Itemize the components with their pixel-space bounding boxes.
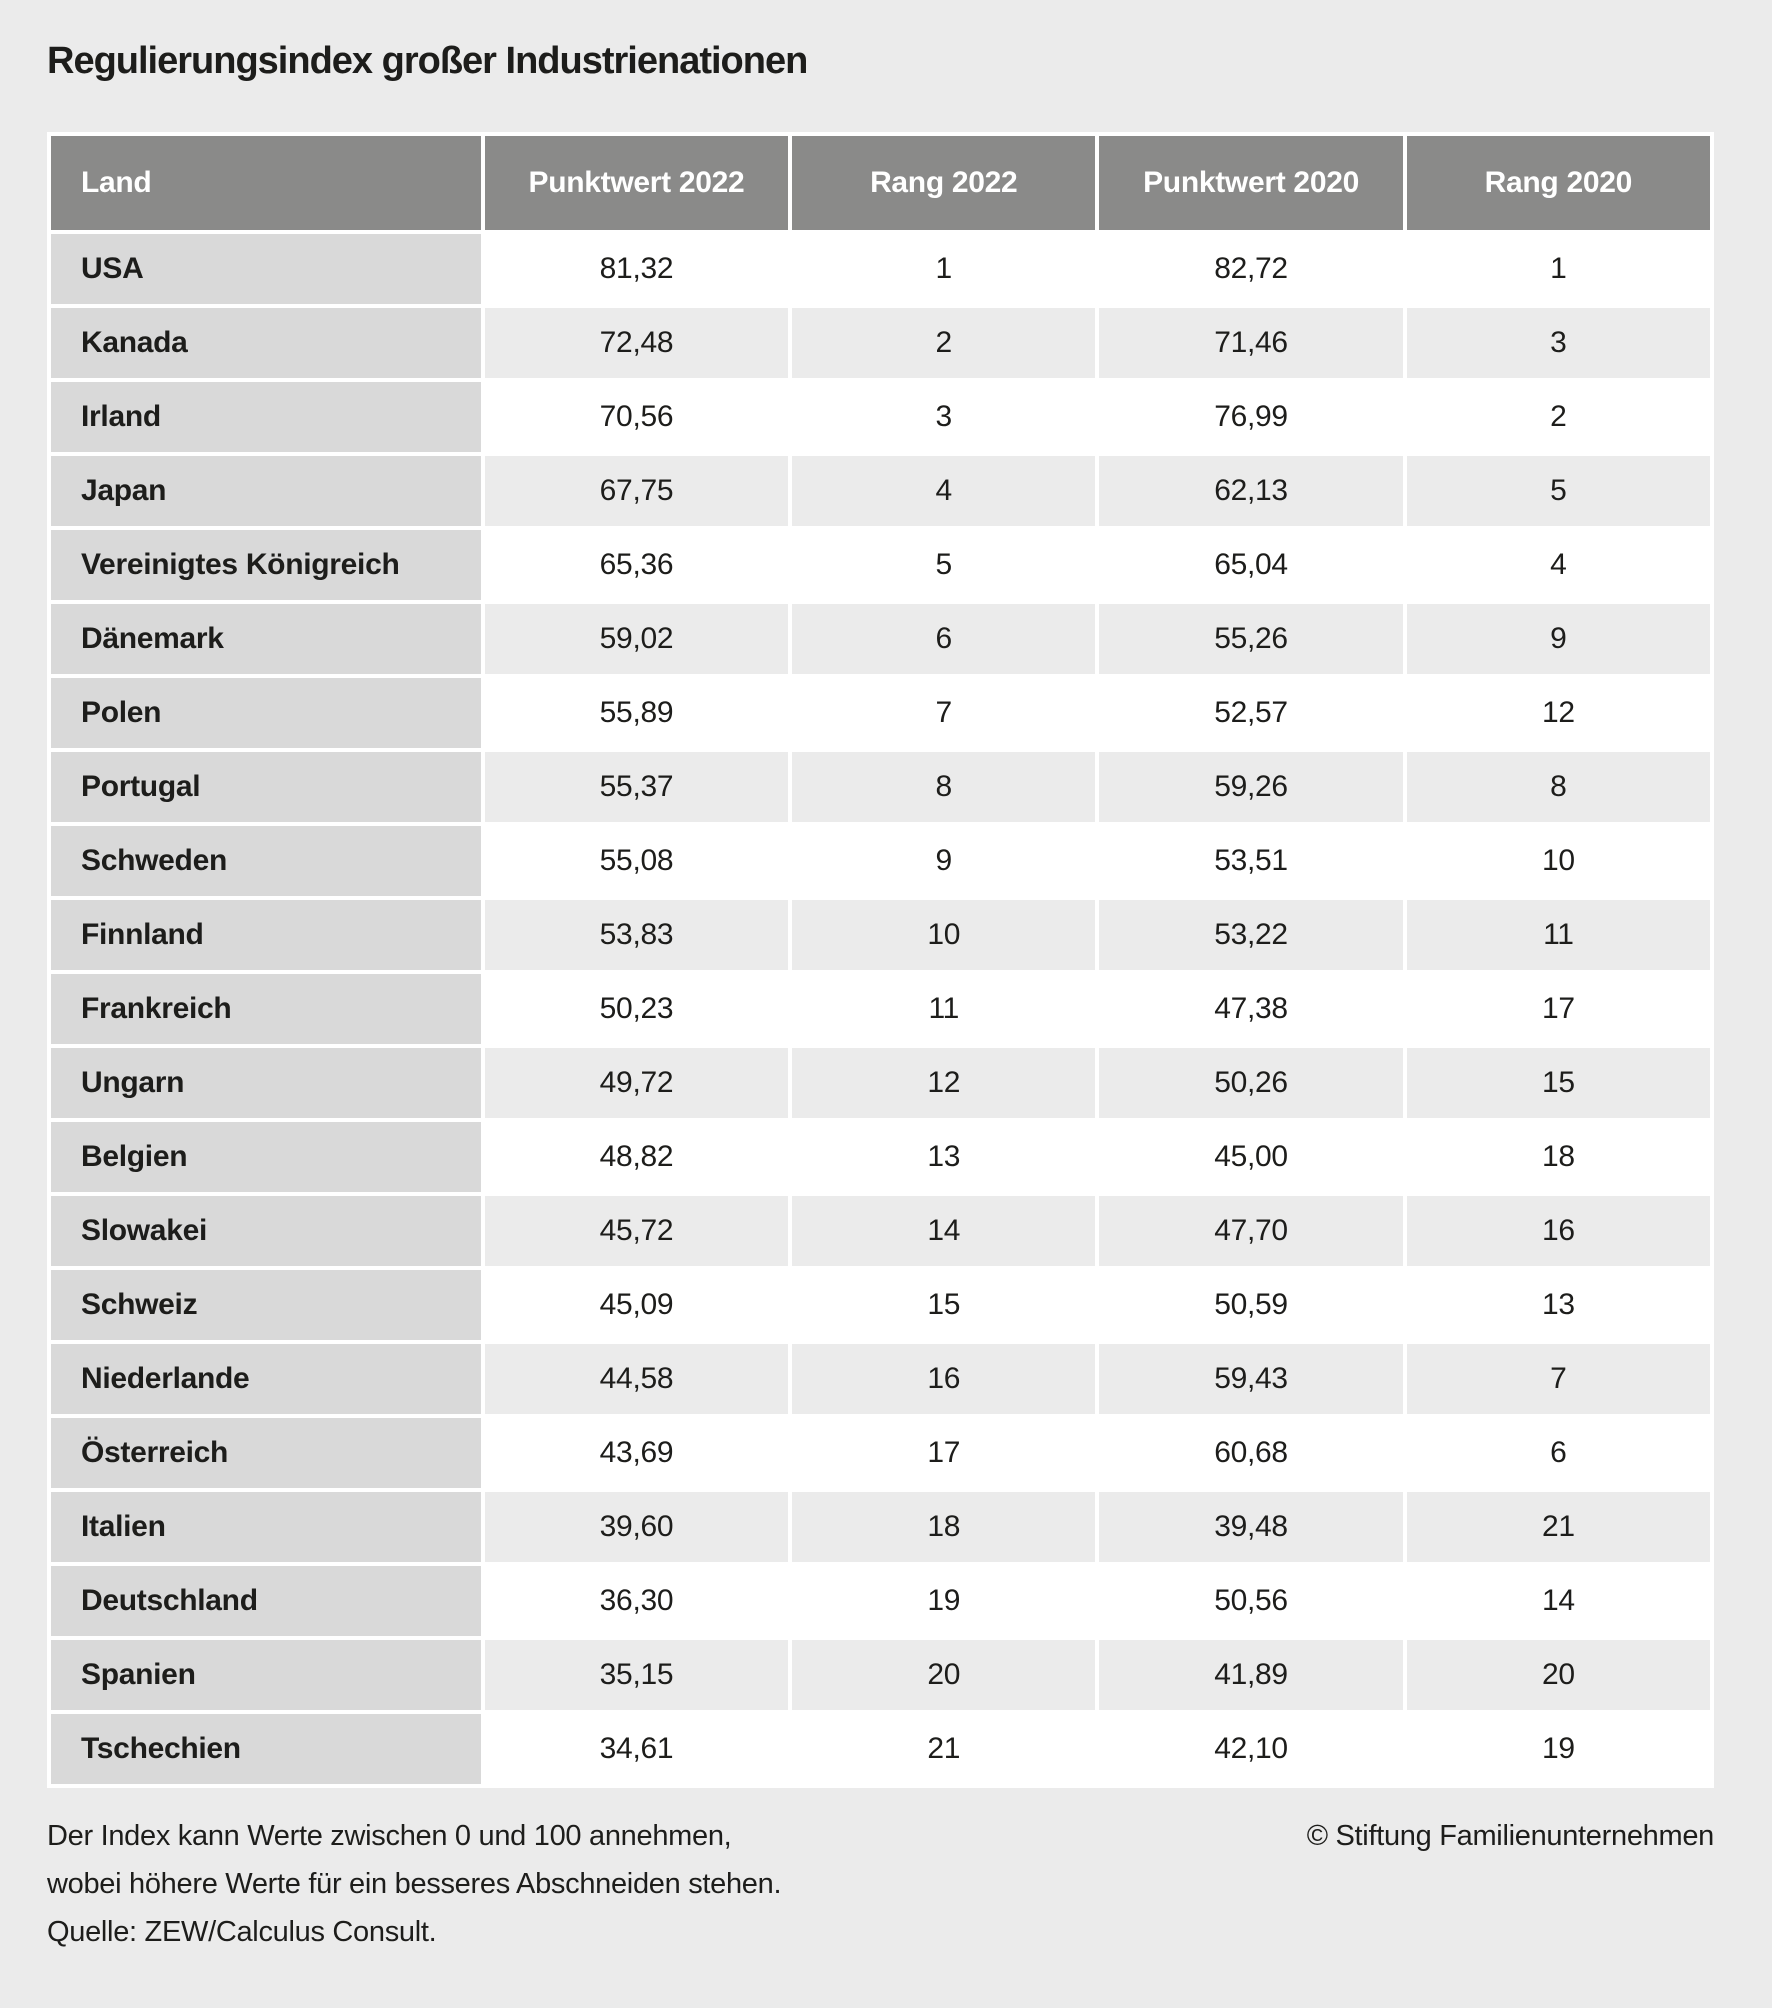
value-cell-punktwert_2022: 55,08	[485, 826, 788, 896]
value-cell-punktwert_2022: 44,58	[485, 1344, 788, 1414]
country-cell: Österreich	[51, 1418, 481, 1488]
table-row	[51, 1566, 1710, 1636]
footer-note-line2: wobei höhere Werte für ein besseres Abschneiden stehen.	[47, 1867, 782, 1900]
regulation-index-table	[47, 132, 1714, 1788]
country-cell: Finnland	[51, 900, 481, 970]
country-cell: Slowakei	[51, 1196, 481, 1266]
value-cell-punktwert_2022: 72,48	[485, 308, 788, 378]
table-row	[51, 678, 1710, 748]
header-row	[51, 136, 1710, 230]
footer-notes	[47, 1812, 781, 1956]
table-row	[51, 234, 1710, 304]
table-row	[51, 1714, 1710, 1784]
table-row	[51, 456, 1710, 526]
value-cell-punktwert_2022: 48,82	[485, 1122, 788, 1192]
country-cell: Dänemark	[51, 604, 481, 674]
value-cell-rang_2022: 2	[792, 308, 1095, 378]
value-cell-punktwert_2022: 45,72	[485, 1196, 788, 1266]
value-cell-punktwert_2020: 39,48	[1099, 1492, 1402, 1562]
value-cell-punktwert_2020: 50,26	[1099, 1048, 1402, 1118]
footer-note-line1: Der Index kann Werte zwischen 0 und 100 annehmen,	[47, 1819, 732, 1852]
table-row	[51, 752, 1710, 822]
country-cell: Polen	[51, 678, 481, 748]
value-cell-punktwert_2020: 50,59	[1099, 1270, 1402, 1340]
value-cell-punktwert_2020: 53,51	[1099, 826, 1402, 896]
value-cell-rang_2020: 12	[1407, 678, 1710, 748]
value-cell-punktwert_2022: 49,72	[485, 1048, 788, 1118]
value-cell-rang_2020: 19	[1407, 1714, 1710, 1784]
country-cell: Irland	[51, 382, 481, 452]
value-cell-rang_2022: 14	[792, 1196, 1095, 1266]
value-cell-rang_2022: 16	[792, 1344, 1095, 1414]
column-header-punktwert-2020: Punktwert 2020	[1099, 136, 1402, 230]
value-cell-rang_2022: 6	[792, 604, 1095, 674]
value-cell-rang_2020: 21	[1407, 1492, 1710, 1562]
country-cell: Belgien	[51, 1122, 481, 1192]
value-cell-rang_2022: 18	[792, 1492, 1095, 1562]
value-cell-rang_2020: 8	[1407, 752, 1710, 822]
table-row	[51, 1640, 1710, 1710]
value-cell-punktwert_2022: 70,56	[485, 382, 788, 452]
value-cell-rang_2022: 19	[792, 1566, 1095, 1636]
value-cell-punktwert_2020: 45,00	[1099, 1122, 1402, 1192]
value-cell-rang_2022: 9	[792, 826, 1095, 896]
country-cell: USA	[51, 234, 481, 304]
value-cell-punktwert_2022: 67,75	[485, 456, 788, 526]
value-cell-rang_2020: 17	[1407, 974, 1710, 1044]
table-row	[51, 974, 1710, 1044]
value-cell-rang_2020: 11	[1407, 900, 1710, 970]
table-row	[51, 1122, 1710, 1192]
table-row	[51, 1048, 1710, 1118]
value-cell-punktwert_2022: 53,83	[485, 900, 788, 970]
value-cell-rang_2022: 12	[792, 1048, 1095, 1118]
value-cell-punktwert_2020: 62,13	[1099, 456, 1402, 526]
table-row	[51, 308, 1710, 378]
value-cell-punktwert_2022: 35,15	[485, 1640, 788, 1710]
value-cell-punktwert_2020: 76,99	[1099, 382, 1402, 452]
table-row	[51, 900, 1710, 970]
value-cell-rang_2020: 2	[1407, 382, 1710, 452]
value-cell-punktwert_2020: 59,43	[1099, 1344, 1402, 1414]
value-cell-rang_2020: 3	[1407, 308, 1710, 378]
table-row	[51, 530, 1710, 600]
value-cell-punktwert_2020: 59,26	[1099, 752, 1402, 822]
country-cell: Japan	[51, 456, 481, 526]
value-cell-rang_2020: 18	[1407, 1122, 1710, 1192]
value-cell-punktwert_2020: 71,46	[1099, 308, 1402, 378]
value-cell-rang_2022: 4	[792, 456, 1095, 526]
country-cell: Kanada	[51, 308, 481, 378]
value-cell-rang_2020: 5	[1407, 456, 1710, 526]
value-cell-punktwert_2022: 43,69	[485, 1418, 788, 1488]
value-cell-punktwert_2022: 36,30	[485, 1566, 788, 1636]
table-row	[51, 604, 1710, 674]
value-cell-rang_2022: 13	[792, 1122, 1095, 1192]
value-cell-rang_2022: 15	[792, 1270, 1095, 1340]
page-title: Regulierungsindex großer Industrienationen	[47, 40, 808, 82]
table-row	[51, 1196, 1710, 1266]
value-cell-rang_2022: 5	[792, 530, 1095, 600]
value-cell-rang_2020: 14	[1407, 1566, 1710, 1636]
value-cell-punktwert_2020: 82,72	[1099, 234, 1402, 304]
value-cell-rang_2022: 7	[792, 678, 1095, 748]
country-cell: Deutschland	[51, 1566, 481, 1636]
country-cell: Portugal	[51, 752, 481, 822]
value-cell-rang_2020: 20	[1407, 1640, 1710, 1710]
country-cell: Schweiz	[51, 1270, 481, 1340]
value-cell-punktwert_2020: 65,04	[1099, 530, 1402, 600]
value-cell-punktwert_2020: 47,70	[1099, 1196, 1402, 1266]
country-cell: Schweden	[51, 826, 481, 896]
copyright-note: © Stiftung Familienunternehmen	[1306, 1819, 1714, 1852]
value-cell-rang_2022: 8	[792, 752, 1095, 822]
table-row	[51, 826, 1710, 896]
value-cell-punktwert_2020: 42,10	[1099, 1714, 1402, 1784]
country-cell: Vereinigtes Königreich	[51, 530, 481, 600]
value-cell-rang_2022: 3	[792, 382, 1095, 452]
value-cell-punktwert_2022: 59,02	[485, 604, 788, 674]
table-row	[51, 1344, 1710, 1414]
table-row	[51, 382, 1710, 452]
value-cell-punktwert_2022: 39,60	[485, 1492, 788, 1562]
column-header-punktwert-2022: Punktwert 2022	[485, 136, 788, 230]
value-cell-rang_2020: 6	[1407, 1418, 1710, 1488]
column-header-rang-2020: Rang 2020	[1407, 136, 1710, 230]
table-row	[51, 1418, 1710, 1488]
value-cell-punktwert_2022: 34,61	[485, 1714, 788, 1784]
footer	[47, 1812, 1714, 1956]
table-body	[51, 234, 1710, 1784]
value-cell-punktwert_2020: 50,56	[1099, 1566, 1402, 1636]
value-cell-rang_2020: 4	[1407, 530, 1710, 600]
value-cell-rang_2022: 10	[792, 900, 1095, 970]
country-cell: Tschechien	[51, 1714, 481, 1784]
country-cell: Ungarn	[51, 1048, 481, 1118]
table-row	[51, 1492, 1710, 1562]
value-cell-punktwert_2022: 45,09	[485, 1270, 788, 1340]
value-cell-rang_2020: 7	[1407, 1344, 1710, 1414]
value-cell-rang_2022: 21	[792, 1714, 1095, 1784]
value-cell-rang_2020: 16	[1407, 1196, 1710, 1266]
country-cell: Niederlande	[51, 1344, 481, 1414]
column-header-rang-2022: Rang 2022	[792, 136, 1095, 230]
value-cell-punktwert_2022: 55,89	[485, 678, 788, 748]
value-cell-rang_2022: 20	[792, 1640, 1095, 1710]
value-cell-punktwert_2020: 60,68	[1099, 1418, 1402, 1488]
value-cell-rang_2022: 1	[792, 234, 1095, 304]
value-cell-rang_2020: 10	[1407, 826, 1710, 896]
value-cell-rang_2020: 9	[1407, 604, 1710, 674]
value-cell-punktwert_2022: 55,37	[485, 752, 788, 822]
value-cell-punktwert_2020: 55,26	[1099, 604, 1402, 674]
column-header-land: Land	[51, 136, 481, 230]
value-cell-punktwert_2020: 47,38	[1099, 974, 1402, 1044]
source-note: Quelle: ZEW/Calculus Consult.	[47, 1915, 437, 1948]
value-cell-rang_2022: 11	[792, 974, 1095, 1044]
value-cell-punktwert_2020: 53,22	[1099, 900, 1402, 970]
country-cell: Italien	[51, 1492, 481, 1562]
value-cell-rang_2020: 15	[1407, 1048, 1710, 1118]
value-cell-punktwert_2020: 41,89	[1099, 1640, 1402, 1710]
value-cell-punktwert_2022: 81,32	[485, 234, 788, 304]
value-cell-punktwert_2022: 65,36	[485, 530, 788, 600]
country-cell: Spanien	[51, 1640, 481, 1710]
value-cell-rang_2020: 13	[1407, 1270, 1710, 1340]
value-cell-punktwert_2022: 50,23	[485, 974, 788, 1044]
value-cell-rang_2020: 1	[1407, 234, 1710, 304]
country-cell: Frankreich	[51, 974, 481, 1044]
value-cell-rang_2022: 17	[792, 1418, 1095, 1488]
value-cell-punktwert_2020: 52,57	[1099, 678, 1402, 748]
table-row	[51, 1270, 1710, 1340]
